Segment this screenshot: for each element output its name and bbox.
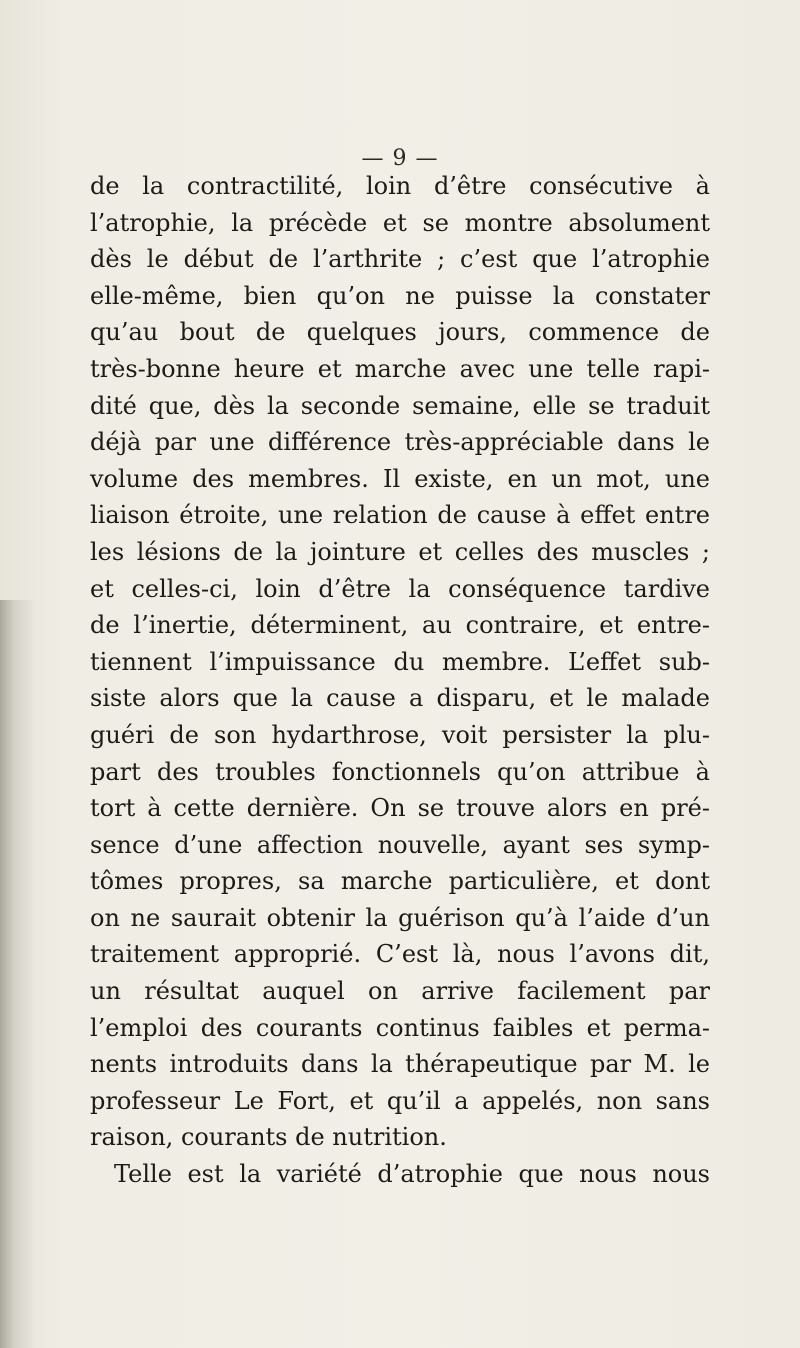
text-line: volume des membres. Il existe, en un mot, une [90, 464, 710, 493]
text-line: tômes propres, sa marche particulière, et dont [90, 867, 710, 896]
body-text [90, 168, 710, 1193]
text-line: Telle est la variété d’atrophie que nous nous [114, 1160, 710, 1189]
text-line: qu’au bout de quelques jours, commence de [90, 318, 710, 347]
text-line: elle-même, bien qu’on ne puisse la constater [90, 281, 710, 310]
text-line: dès le début de l’arthrite ; c’est que l’atrophie [90, 245, 710, 274]
binding-shadow [0, 600, 36, 1348]
text-line: dité que, dès la seconde semaine, elle se traduit [90, 391, 710, 420]
text-line: de l’inertie, déterminent, au contraire, et entre- [90, 611, 710, 640]
text-line: liaison étroite, une relation de cause à effet entre [90, 501, 710, 530]
text-line: sence d’une affection nouvelle, ayant ses symp- [90, 830, 710, 859]
text-line: siste alors que la cause a disparu, et le malade [90, 684, 710, 713]
text-line: l’atrophie, la précède et se montre absolument [90, 208, 710, 237]
text-line: l’emploi des courants continus faibles et perma- [90, 1013, 710, 1042]
text-line: de la contractilité, loin d’être consécutive à [90, 172, 710, 200]
text-line: part des troubles fonctionnels qu’on attribue à [90, 757, 710, 786]
text-line: déjà par une différence très-appréciable dans le [90, 428, 710, 457]
text-line: traitement approprié. C’est là, nous l’avons dit, [90, 940, 710, 969]
text-line: raison, courants de nutrition. [90, 1123, 447, 1152]
page-number: — 9 — [361, 146, 439, 171]
text-line: tort à cette dernière. On se trouve alors en pré- [90, 794, 710, 823]
text-line: et celles-ci, loin d’être la conséquence tardive [90, 574, 710, 603]
text-line: un résultat auquel on arrive facilement par [90, 977, 710, 1006]
text-line: professeur Le Fort, et qu’il a appelés, non sans [90, 1086, 710, 1115]
text-line: nents introduits dans la thérapeutique par M. le [90, 1050, 710, 1079]
text-line: très-bonne heure et marche avec une telle rapi- [90, 354, 710, 383]
text-line: guéri de son hydarthrose, voit persister la plu- [90, 720, 710, 749]
text-line: les lésions de la jointure et celles des muscles ; [90, 537, 710, 566]
text-line: tiennent l’impuissance du membre. L’effet sub- [90, 647, 710, 676]
text-line: on ne saurait obtenir la guérison qu’à l’aide d’un [90, 903, 710, 932]
